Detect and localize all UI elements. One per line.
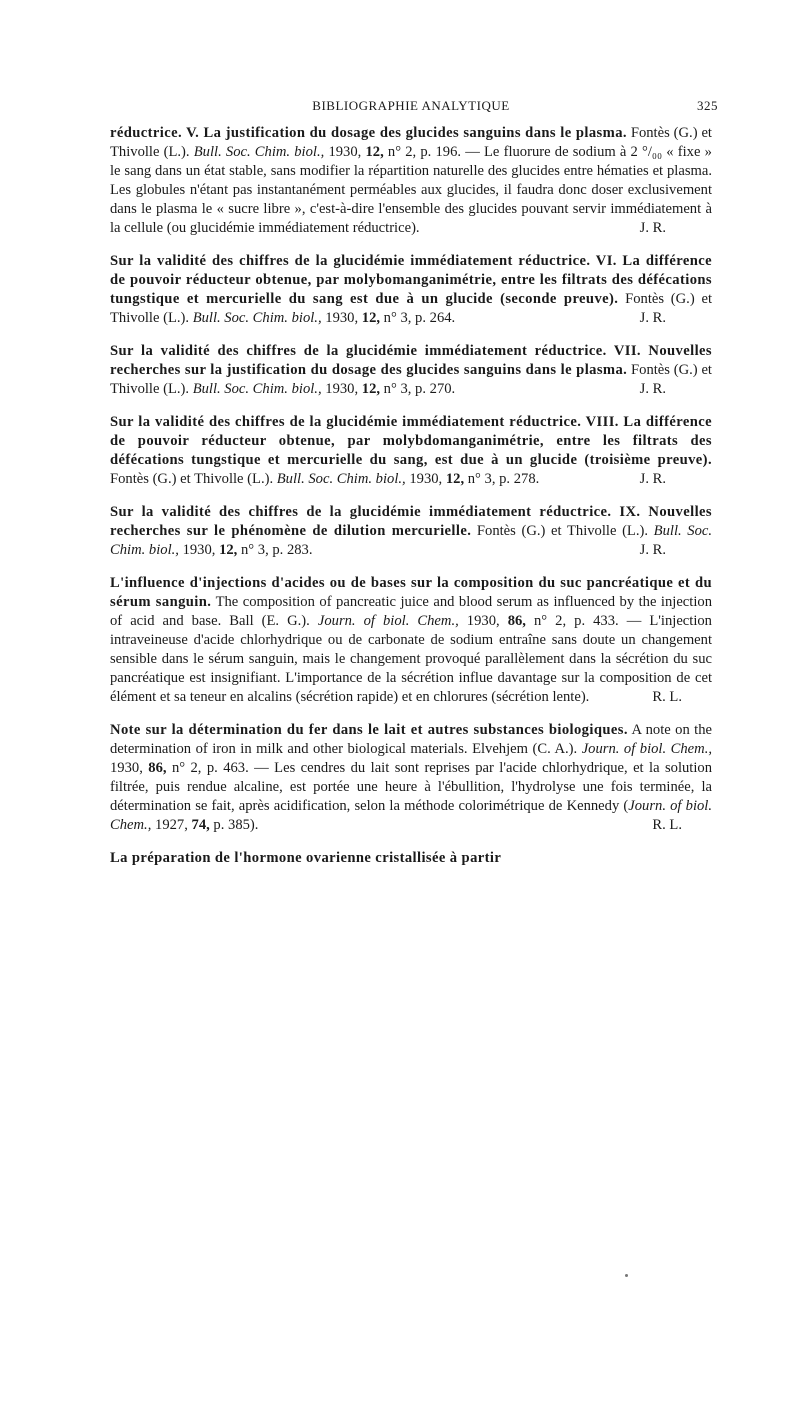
running-title: BIBLIOGRAPHIE ANALYTIQUE: [312, 98, 510, 113]
entry-summary: — L'injection intraveineuse d'acide chlorhydrique ou de carbonate de sodium entraîne sans doute un changement sensible dans le sérum sanguin, mais le changement provoqué parallèlement dans la sécrétion du suc pancréatique est insignifiant. L'importance de la sécrétion influe davantage sur la composition de cet élément et sa teneur en alcalins (sécrétion rapide) et en chlorures (sécrétion lente).: [110, 613, 712, 705]
cited-author: Kennedy: [566, 798, 620, 814]
entry-author: Fontès (G.): [625, 291, 695, 307]
entry-year: 1930,: [325, 381, 359, 397]
entry-journal: Bull. Soc. Chim. biol.,: [193, 144, 325, 160]
entry-volume: 86,: [507, 613, 526, 629]
entry-journal: Bull. Soc. Chim. biol.,: [276, 471, 406, 487]
entry-volume: 86,: [148, 760, 167, 776]
entry-issue: n° 2, p. 196.: [387, 144, 462, 160]
entry-english-title: The composition of pancreatic juice and blood serum as influenced by the injection of acid and base.: [110, 594, 712, 629]
entry-issue: n° 2, p. 433.: [533, 613, 619, 629]
document-page: [0, 98, 800, 1423]
entry-volume: 12,: [361, 381, 381, 397]
entry-author: Thivolle (L.).: [110, 310, 190, 326]
entry-title: réductrice. V. La justification du dosage des glucides sanguins dans le plasma.: [110, 125, 627, 141]
entry-author: Ball (E. G.).: [229, 613, 310, 629]
entry-title: Sur la validité des chiffres de la glucidémie immédiatement réductrice. VIII. La différence de pouvoir réducteur obtenue, par molybdomanganimétrie, entre les filtrats des défécations tungstique et mercurielle du sang, est due à un glucide (troisième preuve).: [110, 414, 712, 468]
entry-journal: Journ. of biol. Chem.,: [581, 741, 712, 757]
entry-issue: n° 2, p. 463.: [171, 760, 249, 776]
bibliography-entry: [110, 252, 712, 328]
reviewer-initials: R. L.: [652, 817, 682, 833]
bibliography-entry: [110, 342, 712, 399]
entry-conjunction: et: [551, 523, 562, 539]
entry-conjunction: et: [180, 471, 191, 487]
entry-year: 1930,: [325, 310, 359, 326]
entry-author: Fontès (G.): [476, 523, 546, 539]
cited-page: p. 385).: [213, 817, 259, 833]
entry-year: 1930,: [409, 471, 443, 487]
reviewer-initials: J. R.: [639, 310, 666, 326]
entry-title: La préparation de l'hormone ovarienne cristallisée à partir: [110, 850, 502, 866]
cited-journal: Journ. of biol. Chem.,: [110, 798, 712, 833]
entry-author: Fontès (G.): [110, 471, 177, 487]
entry-issue: n° 3, p. 264.: [383, 310, 456, 326]
entry-author: Thivolle (L.).: [194, 471, 274, 487]
entry-title: Sur la validité des chiffres de la glucidémie immédiatement réductrice. VI. La différence de pouvoir réducteur obtenue, par molybomanganimétrie, entre les filtrats des défécations tungstique et mercurielle du sang est due à un glucide (seconde preuve).: [110, 253, 712, 307]
entry-conjunction: et: [701, 362, 712, 378]
entry-author: Fontès (G.): [630, 125, 698, 141]
page-number: 325: [697, 98, 718, 113]
entry-title: Note sur la détermination du fer dans le lait et autres substances biologiques.: [110, 722, 628, 738]
bibliography-entry: Note sur la détermination du fer dans le lait et autres substances biologiques. A note on the determination of iron in milk and other biological materials. Elvehjem (C. A.). Journ. of biol. Chem., 1930, 86, n° 2, p. 463. — Les cendres du lait sont reprises par l'acide chlorhydrique, et la solution filtrée, puis rendue alcaline, est portée une heure à l'ébullition, l'hydrolyse une fois terminée, la détermination se fait, après acidification, selon la méthode colorimétrique de Kennedy (Journ. of biol. Chem., 1927, 74, p. 385). R. L.: [110, 722, 713, 833]
bibliography-entry: [110, 849, 712, 868]
entry-author: Fontès (G.): [631, 362, 698, 378]
running-header: [110, 98, 718, 118]
entry-journal: Bull. Soc. Chim. biol.,: [192, 381, 322, 397]
entry-year: 1930,: [466, 613, 500, 629]
entry-issue: n° 3, p. 270.: [383, 381, 456, 397]
cited-year: 1927,: [155, 817, 188, 833]
entry-author: Thivolle (L.).: [566, 523, 649, 539]
reviewer-initials: J. R.: [639, 471, 666, 487]
entry-issue: n° 3, p. 278.: [467, 471, 540, 487]
entry-journal: Bull. Soc. Chim. biol.,: [110, 523, 713, 558]
entry-title: Sur la validité des chiffres de la glucidémie immédiatement réductrice. IX. Nouvelles recherches sur le phénomène de dilution mercurielle.: [110, 504, 712, 539]
cited-volume: 74,: [191, 817, 210, 833]
reviewer-initials: J. R.: [639, 381, 666, 397]
entry-author: Thivolle (L.).: [110, 381, 190, 397]
entry-volume: 12,: [361, 310, 381, 326]
entry-author: Elvehjem (C. A.).: [472, 741, 578, 757]
entry-summary: — Le fluorure de sodium à 2 °/₀₀ « fixe » le sang dans un état stable, sans modifier la répartition naturelle des glucides entre hématies et plasma. Les globules n'étant pas instantanément perméables aux glucides, il faudra donc doser exclusivement dans le plasma le « sucre libre », c'est-à-dire l'ensemble des glucides pouvant servir immédiatement à la cellule (ou glucidémie immédiatement réductrice).: [110, 144, 712, 236]
entry-year: 1930,: [110, 760, 143, 776]
entry-volume: 12,: [219, 542, 238, 558]
entry-title: Sur la validité des chiffres de la glucidémie immédiatement réductrice. VII. Nouvelles recherches sur la justification du dosage des glucides sanguins dans le plasma.: [110, 343, 712, 378]
entry-author: Thivolle (L.).: [110, 144, 190, 160]
entry-volume: 12,: [365, 144, 384, 160]
bibliography-entry: [110, 503, 712, 560]
entry-conjunction: et: [701, 125, 712, 141]
entry-journal: Journ. of biol. Chem.,: [317, 613, 459, 629]
reviewer-initials: J. R.: [639, 542, 666, 558]
reviewer-initials: R. L.: [652, 689, 682, 705]
reviewer-initials: J. R.: [639, 220, 666, 236]
entry-title: L'influence d'injections d'acides ou de bases sur la composition du suc pancréatique et du sérum sanguin.: [110, 575, 712, 610]
bibliography-entry: [110, 413, 712, 489]
entry-english-title: A note on the determination of iron in milk and other biological materials.: [110, 722, 712, 757]
entry-issue: n° 3, p. 283.: [240, 542, 313, 558]
entry-volume: 12,: [445, 471, 465, 487]
entry-summary: — Les cendres du lait sont reprises par l'acide chlorhydrique, et la solution filtrée, puis rendue alcaline, est portée une heure à l'ébullition, l'hydrolyse une fois terminée, la détermination se fait, après acidification, selon la méthode colorimétrique de: [110, 760, 713, 814]
entry-year: 1930,: [328, 144, 362, 160]
bibliography-entry: [110, 574, 712, 707]
bibliography-entry: [110, 124, 712, 238]
entry-journal: Bull. Soc. Chim. biol.,: [192, 310, 322, 326]
print-speck: [625, 1274, 628, 1277]
entry-year: 1930,: [182, 542, 216, 558]
entry-conjunction: et: [701, 291, 713, 307]
